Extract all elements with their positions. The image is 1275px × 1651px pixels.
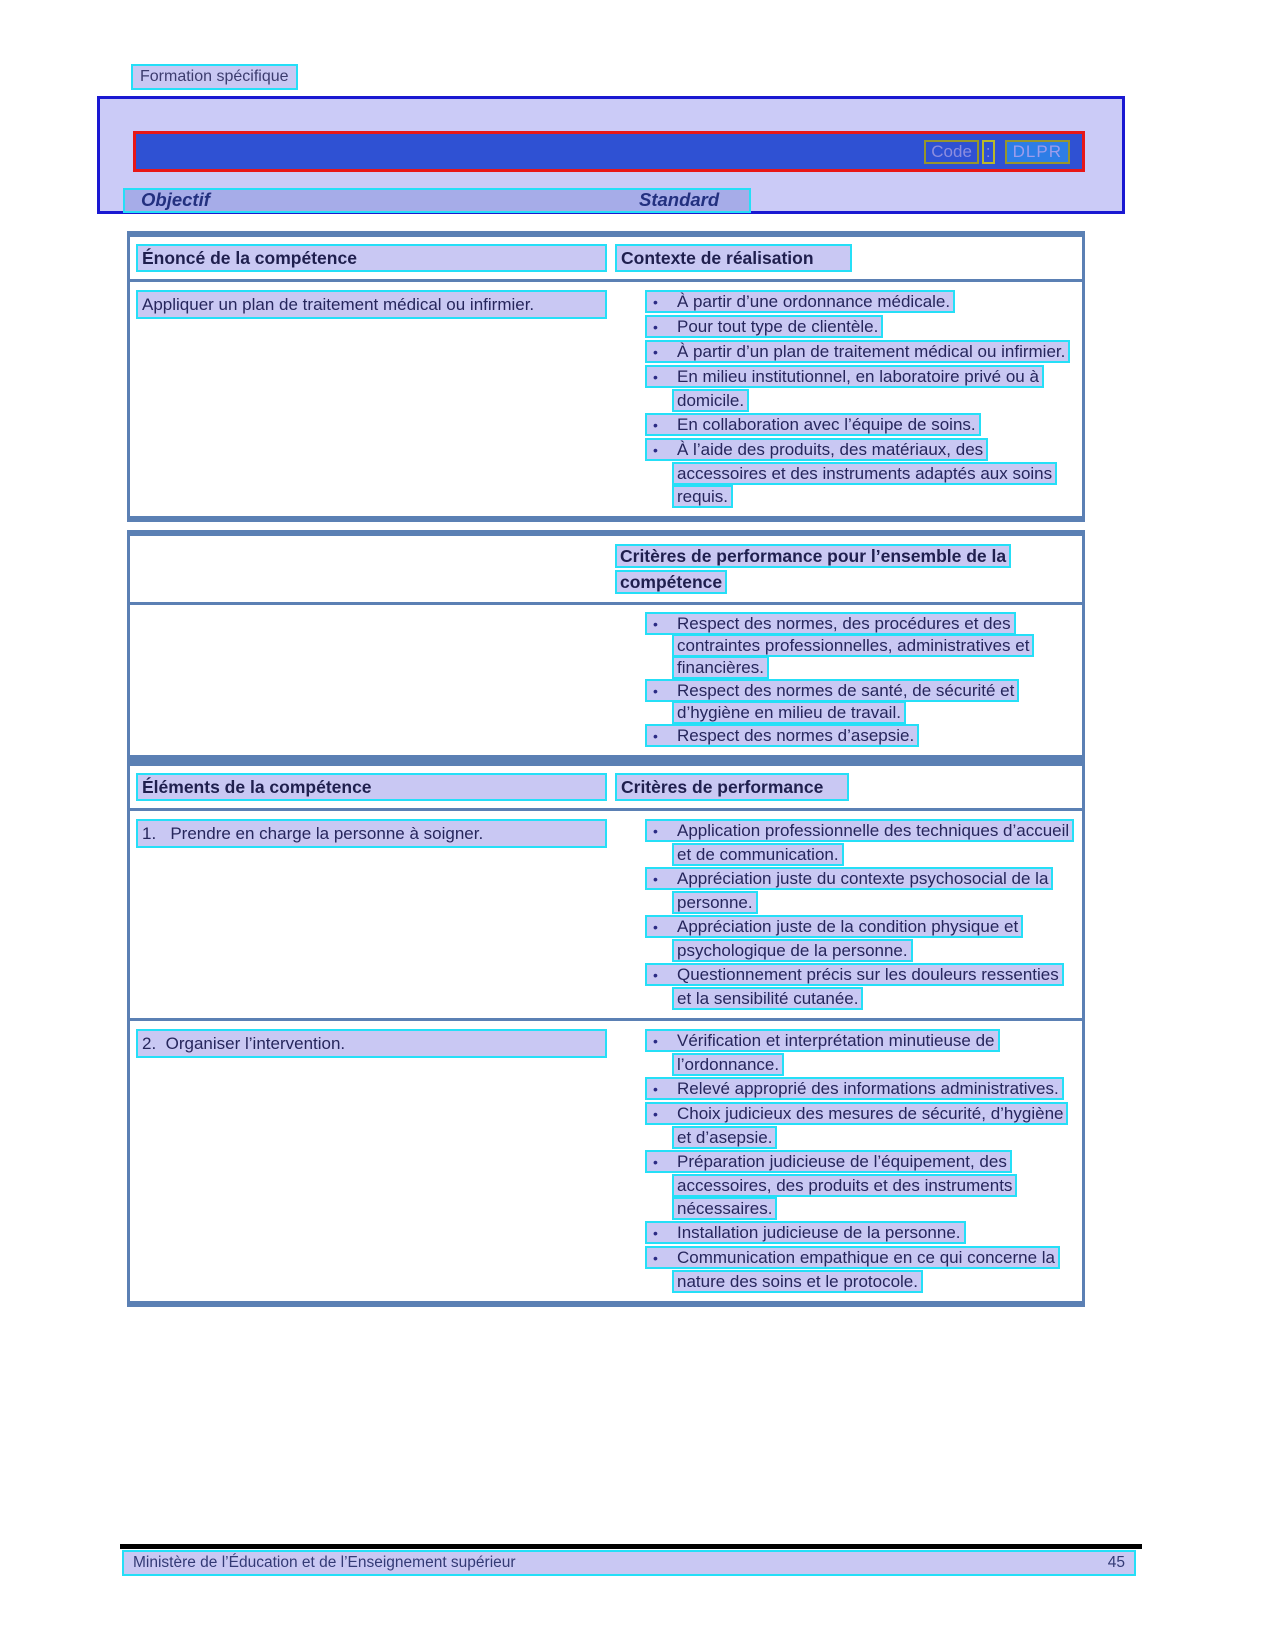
bullet-text: En milieu institutionnel, en laboratoire privé ou à domicile. — [677, 367, 1039, 410]
bullet-item — [645, 1029, 1073, 1076]
bullet-icon: • — [653, 294, 658, 310]
bullet-item — [645, 438, 1073, 508]
bullet-text: Installation judicieuse de la personne. — [677, 1223, 961, 1242]
bullet-icon: • — [653, 1106, 658, 1122]
row2-bullet-list — [615, 1021, 1082, 1301]
bullet-icon: • — [653, 823, 658, 839]
bullet-item — [645, 963, 1073, 1010]
table2-header-row — [130, 536, 1082, 602]
table3-header-row — [130, 766, 1082, 808]
bullet-icon: • — [653, 728, 658, 744]
bullet-icon: • — [653, 683, 658, 699]
page-number: 45 — [1107, 1554, 1125, 1571]
bullet-text: Pour tout type de clientèle. — [677, 317, 879, 336]
bullet-text: Appréciation juste de la condition physique et psychologique de la personne. — [677, 917, 1019, 960]
element-title: 2. Organiser l’intervention. — [136, 1029, 607, 1058]
table1-body-row — [130, 279, 1082, 516]
contexte-bullet-list — [615, 282, 1082, 516]
bullet-text: En collaboration avec l’équipe de soins. — [677, 415, 976, 434]
header-panel — [97, 96, 1125, 214]
objectif-standard-bar — [123, 188, 751, 213]
criteres-ensemble-table — [127, 530, 1085, 761]
bullet-text: Application professionnelle des techniques d’accueil et de communication. — [677, 821, 1070, 864]
bullet-icon: • — [653, 967, 658, 983]
table1-header-contexte: Contexte de réalisation — [615, 244, 852, 272]
table2-body-row — [130, 602, 1082, 755]
footer-bar — [122, 1550, 1136, 1576]
bullet-text: À partir d’un plan de traitement médical ou infirmier. — [677, 342, 1066, 361]
footer-rule — [120, 1544, 1142, 1549]
table3-header-criteres: Critères de performance — [615, 773, 849, 801]
bullet-item — [645, 725, 1073, 747]
bullet-item — [645, 680, 1073, 724]
code-value: DLPR — [1005, 140, 1070, 164]
bullet-item — [645, 315, 1073, 339]
bullet-item — [645, 819, 1073, 866]
bullet-item — [645, 1102, 1073, 1149]
bullet-text: Relevé approprié des informations administratives. — [677, 1079, 1059, 1098]
row1-bullet-list — [615, 811, 1082, 1018]
table3-header-elements: Éléments de la compétence — [136, 773, 607, 801]
bullet-text: Choix judicieux des mesures de sécurité, d’hygiène et d’asepsie. — [677, 1104, 1064, 1147]
bullet-icon: • — [653, 417, 658, 433]
bullet-icon: • — [653, 871, 658, 887]
table1-header-row — [130, 237, 1082, 279]
bullet-item — [645, 1150, 1073, 1220]
standard-label: Standard — [639, 189, 720, 210]
bullet-icon: • — [653, 442, 658, 458]
bullet-item — [645, 1246, 1073, 1293]
bullet-text: Respect des normes, des procédures et des contraintes professionnelles, administratives et financières. — [677, 614, 1030, 677]
bullet-icon: • — [653, 369, 658, 385]
bullet-item — [645, 1221, 1073, 1245]
competence-statement: Appliquer un plan de traitement médical ou infirmier. — [136, 290, 607, 319]
bullet-icon: • — [653, 1250, 658, 1266]
bullet-icon: • — [653, 344, 658, 360]
formation-label-text: Formation spécifique — [140, 68, 289, 85]
table3-row-2 — [130, 1018, 1082, 1301]
bullet-item — [645, 915, 1073, 962]
bullet-text: À l’aide des produits, des matériaux, des accessoires et des instruments adaptés aux soins requis. — [677, 440, 1053, 506]
bullet-text: Questionnement précis sur les douleurs ressenties et la sensibilité cutanée. — [677, 965, 1059, 1008]
bullet-icon: • — [653, 1033, 658, 1049]
bullet-item — [645, 1077, 1073, 1101]
bullet-text: Appréciation juste du contexte psychosocial de la personne. — [677, 869, 1049, 912]
enonce-contexte-table — [127, 231, 1085, 522]
bullet-icon: • — [653, 1225, 658, 1241]
objectif-label: Objectif — [141, 189, 210, 210]
bullet-text: Respect des normes de santé, de sécurité et d’hygiène en milieu de travail. — [677, 681, 1015, 722]
bullet-icon: • — [653, 1154, 658, 1170]
criteres-ensemble-bullet-list — [615, 605, 1082, 755]
code-banner — [133, 131, 1085, 172]
bullet-icon: • — [653, 616, 658, 632]
bullet-text: Vérification et interprétation minutieuse de l’ordonnance. — [677, 1031, 995, 1074]
bullet-item — [645, 365, 1073, 412]
bullet-text: À partir d’une ordonnance médicale. — [677, 292, 951, 311]
bullet-item — [645, 867, 1073, 914]
bullet-item — [645, 413, 1073, 437]
bullet-text: Préparation judicieuse de l’équipement, des accessoires, des produits et des instruments nécessaires. — [677, 1152, 1013, 1218]
bullet-item — [645, 613, 1073, 679]
bullet-icon: • — [653, 1081, 658, 1097]
table1-header-enonce: Énoncé de la compétence — [136, 244, 607, 272]
table2-header-criteres: Critères de performance pour l’ensemble de la compétence — [615, 544, 1011, 594]
elements-criteres-table — [127, 760, 1085, 1307]
bullet-icon: • — [653, 919, 658, 935]
footer-text: Ministère de l’Éducation et de l’Enseignement supérieur — [133, 1554, 516, 1571]
element-title: 1. Prendre en charge la personne à soigner. — [136, 819, 607, 848]
bullet-text: Respect des normes d’asepsie. — [677, 726, 915, 745]
bullet-text: Communication empathique en ce qui concerne la nature des soins et le protocole. — [677, 1248, 1056, 1291]
code-label: Code — [924, 140, 979, 164]
code-colon: : — [982, 140, 995, 164]
bullet-item — [645, 340, 1073, 364]
bullet-item — [645, 290, 1073, 314]
table3-row-1 — [130, 808, 1082, 1018]
bullet-icon: • — [653, 319, 658, 335]
formation-label — [131, 64, 298, 90]
